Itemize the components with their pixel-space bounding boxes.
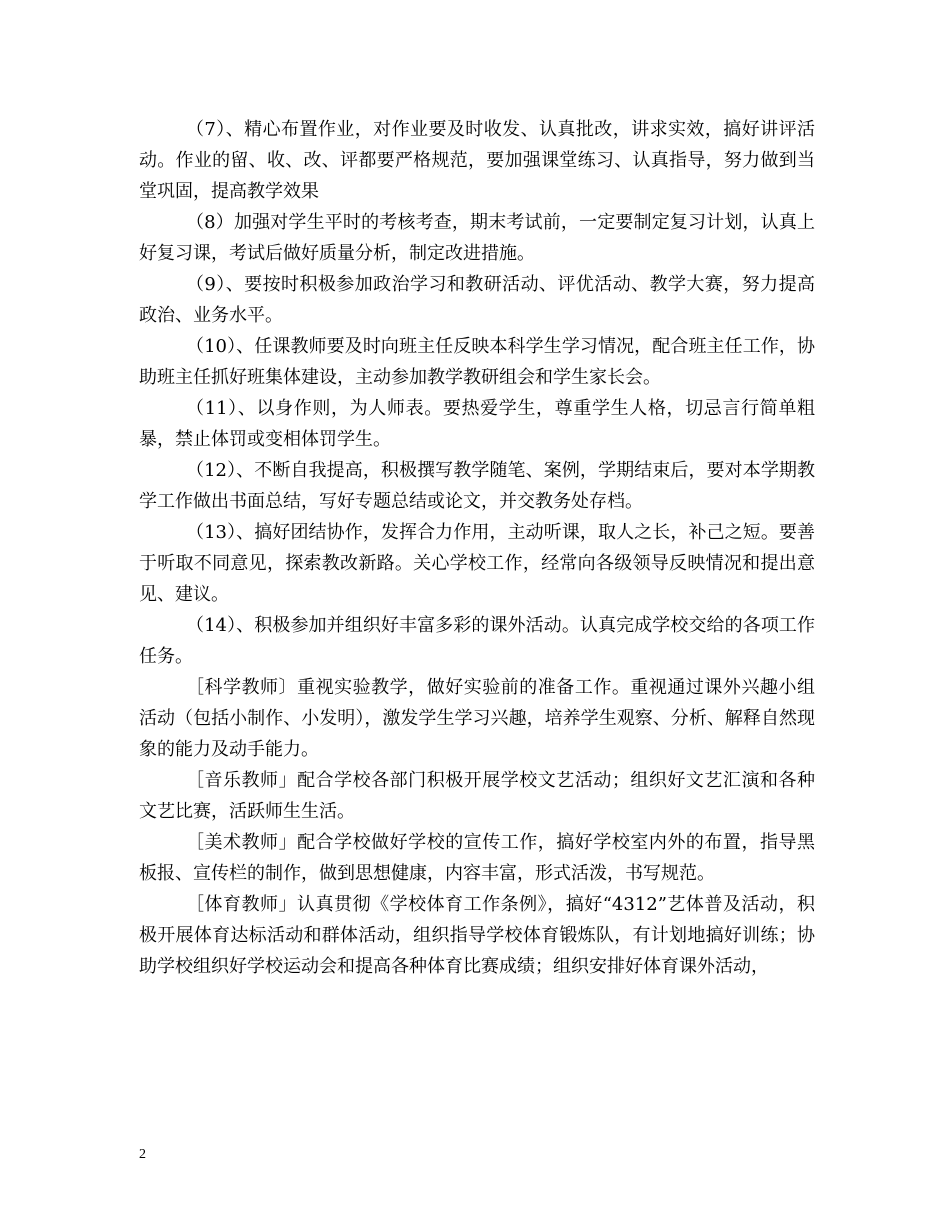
paragraph-class-teacher: （10）、任课教师要及时向班主任反映本科学生学习情况，配合班主任工作，协助班主任抓好班集体建设，主动参加教学教研组会和学生家长会。: [139, 336, 815, 388]
paragraph-pe-teacher: ［体育教师」认真贯彻《学校体育工作条例》，搞好“4312”艺体普及活动，积极开展体育达标活动和群体活动，组织指导学校体育锻炼队，有计划地搞好训练；协助学校组织好学校运动会和提高各种体育比赛成绩；组织安排好体育课外活动，: [139, 894, 815, 977]
paragraph-self-improvement: （12）、不断自我提高，积极撰写教学随笔、案例，学期结束后，要对本学期教学工作做出书面总结，写好专题总结或论文，并交教务处存档。: [139, 460, 815, 512]
paragraph-extracurricular: （14）、积极参加并组织好丰富多彩的课外活动。认真完成学校交给的各项工作任务。: [139, 615, 815, 667]
page-number: 2: [139, 1147, 146, 1162]
paragraph-art-teacher: ［美术教师」配合学校做好学校的宣传工作，搞好学校室内外的布置，指导黑板报、宣传栏的制作，做到思想健康，内容丰富，形式活泼，书写规范。: [139, 832, 815, 884]
paragraph-assessment: （8）加强对学生平时的考核考查，期末考试前，一定要制定复习计划，认真上好复习课，考试后做好质量分析，制定改进措施。: [139, 212, 815, 264]
paragraph-political-study: （9）、要按时积极参加政治学习和教研活动、评优活动、教学大赛，努力提高政治、业务水平。: [139, 274, 815, 326]
paragraph-science-teacher: ［科学教师〕重视实验教学，做好实验前的准备工作。重视通过课外兴趣小组活动（包括小制作、小发明），激发学生学习兴趣，培养学生观察、分析、解释自然现象的能力及动手能力。: [139, 677, 815, 760]
paragraph-cooperation: （13）、搞好团结协作，发挥合力作用，主动听课，取人之长，补己之短。要善于听取不同意见，探索教改新路。关心学校工作，经常向各级领导反映情况和提出意见、建议。: [139, 522, 815, 605]
document-body: [139, 114, 815, 982]
paragraph-homework: （7）、精心布置作业，对作业要及时收发、认真批改，讲求实效，搞好讲评活动。作业的留、收、改、评都要严格规范，要加强课堂练习、认真指导，努力做到当堂巩固，提高教学效果: [139, 119, 815, 202]
paragraph-role-model: （11）、以身作则，为人师表。要热爱学生，尊重学生人格，切忌言行简单粗暴，禁止体罚或变相体罚学生。: [139, 398, 815, 450]
paragraph-music-teacher: ［音乐教师」配合学校各部门积极开展学校文艺活动；组织好文艺汇演和各种文艺比赛，活跃师生生活。: [139, 770, 815, 822]
